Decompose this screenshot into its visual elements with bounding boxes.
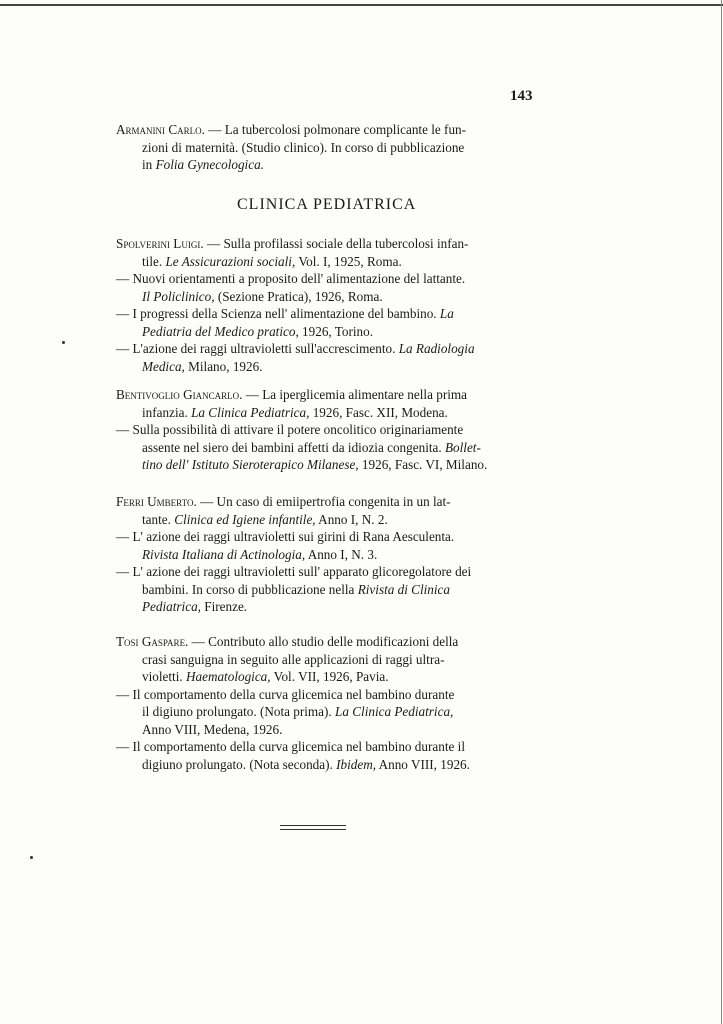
citation-text: Firenze. xyxy=(200,599,248,614)
publication-title: Il Policlinico, xyxy=(142,288,215,304)
citation-text: in xyxy=(142,157,156,172)
citation-text: tante. xyxy=(142,511,175,527)
section-title: CLINICA PEDIATRICA xyxy=(237,196,417,213)
citation-text: il digiuno prolungato. (Nota prima). xyxy=(142,704,336,719)
top-border xyxy=(0,4,723,6)
publication-title: Rivista di Clinica xyxy=(357,581,451,597)
text-line xyxy=(116,651,548,669)
dash: — xyxy=(116,686,133,702)
author-name: Tosi Gaspare. xyxy=(116,634,189,649)
citation-text: Un caso di emiipertrofia congenita in un lat- xyxy=(216,494,451,509)
publication-title: Haematologica, xyxy=(185,669,271,684)
dash: — xyxy=(116,271,133,286)
text-line xyxy=(116,633,548,651)
page-number: 143 xyxy=(510,88,533,104)
text-line xyxy=(116,340,548,358)
text-line xyxy=(116,323,548,341)
text-line xyxy=(116,528,548,546)
publication-title: Le Assicurazioni sociali, xyxy=(165,253,296,269)
publication-title: La Clinica Pediatrica, xyxy=(191,404,310,420)
citation-text: Milano, 1926. xyxy=(184,358,263,374)
publication-title: Clinica ed Igiene infantile, xyxy=(174,511,316,527)
publication-title: Pediatrica, xyxy=(142,599,201,614)
citation-text: L' azione dei raggi ultravioletti sui girini di Rana Aesculenta. xyxy=(132,529,455,544)
citation-text: Anno VIII, 1926. xyxy=(376,756,470,772)
author-name: Spolverini Luigi. xyxy=(116,236,204,251)
citation-text: zioni di maternità. (Studio clinico). In corso di pubblicazione xyxy=(142,139,465,155)
citation-text: 1926, Fasc. XII, Modena. xyxy=(309,404,448,420)
citation-text: La iperglicemia alimentare nella prima xyxy=(262,387,467,402)
text-line xyxy=(116,270,548,288)
citation-text: crasi sanguigna in seguito alle applicazioni di raggi ultra- xyxy=(142,651,445,667)
citation-text: violetti. xyxy=(142,669,186,684)
citation-text: I progressi della Scienza nell' alimentazione del bambino. xyxy=(132,306,440,321)
citation-text: (Sezione Pratica), 1926, Roma. xyxy=(214,288,383,304)
bibliography-entry xyxy=(116,633,548,773)
dash: — xyxy=(116,739,133,754)
dash: — xyxy=(196,494,217,509)
citation-text: digiuno prolungato. (Nota seconda). xyxy=(142,756,337,772)
dash: — xyxy=(116,306,133,321)
text-line xyxy=(116,546,548,564)
text-line xyxy=(116,668,548,686)
text-line xyxy=(116,686,548,704)
citation-text: La tubercolosi polmonare complicante le fun- xyxy=(224,122,467,137)
text-line xyxy=(116,456,548,474)
citation-text: 1926, Fasc. VI, Milano. xyxy=(358,457,488,472)
publication-title: La xyxy=(439,306,454,321)
dash: — xyxy=(242,387,263,402)
citation-text: 1926, Torino. xyxy=(298,323,374,339)
text-line xyxy=(116,253,548,271)
bibliography-entry xyxy=(116,493,548,616)
citation-text: Vol. I, 1925, Roma. xyxy=(295,253,402,269)
dash: — xyxy=(116,341,133,356)
publication-title: La Radiologia xyxy=(398,341,475,356)
citation-text: Il comportamento della curva glicemica nel bambino durante il xyxy=(132,739,465,754)
text-line xyxy=(116,139,548,157)
citation-text: L'azione dei raggi ultravioletti sull'accrescimento. xyxy=(132,341,399,356)
text-line xyxy=(116,358,548,376)
text-line xyxy=(116,386,548,404)
citation-text: Sulla possibilità di attivare il potere oncolitico originariamente xyxy=(132,422,464,437)
dash: — xyxy=(116,422,133,437)
preamble-entry xyxy=(116,121,548,174)
dash: — xyxy=(116,529,133,544)
text-line xyxy=(116,563,548,581)
text-line xyxy=(116,598,548,616)
dash: — xyxy=(116,564,133,579)
citation-text: Sulla profilassi sociale della tubercolosi infan- xyxy=(223,236,469,251)
closing-rule xyxy=(280,829,346,830)
citation-text: infanzia. xyxy=(142,404,192,420)
publication-title: Rivista Italiana di Actinologia, xyxy=(142,546,306,562)
publication-title: Bollet- xyxy=(444,439,481,455)
text-line xyxy=(116,511,548,529)
citation-text: Il comportamento della curva glicemica nel bambino durante xyxy=(132,686,455,702)
citation-text: Anno VIII, Medena, 1926. xyxy=(142,721,283,737)
text-line xyxy=(116,738,548,756)
citation-text: Anno I, N. 3. xyxy=(305,546,378,562)
citation-text: Nuovi orientamenti a proposito dell' alimentazione del lattante. xyxy=(132,271,466,286)
citation-text: tile. xyxy=(142,253,166,269)
author-name: Bentivoglio Giancarlo. xyxy=(116,387,243,402)
publication-title: Ibidem, xyxy=(336,756,377,772)
text-line xyxy=(116,756,548,774)
citation-text: Anno I, N. 2. xyxy=(315,511,388,527)
publication-title: Medica, xyxy=(142,358,185,374)
text-line xyxy=(116,721,548,739)
margin-mark xyxy=(62,341,65,344)
margin-mark xyxy=(30,856,33,859)
text-line xyxy=(116,288,548,306)
author-name: Ferri Umberto. xyxy=(116,494,197,509)
citation-text: L' azione dei raggi ultravioletti sull' apparato glicoregolatore dei xyxy=(132,564,472,579)
citation-text: Vol. VII, 1926, Pavia. xyxy=(270,669,389,684)
bibliography-entry xyxy=(116,235,548,375)
citation-text: assente nel siero dei bambini affetti da idiozia congenita. xyxy=(142,439,445,455)
dash: — xyxy=(203,236,224,251)
text-line xyxy=(116,581,548,599)
text-line xyxy=(116,703,548,721)
text-line xyxy=(116,493,548,511)
right-border xyxy=(721,0,722,1024)
dash: — xyxy=(188,634,209,649)
text-line xyxy=(116,235,548,253)
text-line xyxy=(116,156,548,174)
publication-title: tino dell' Istituto Sieroterapico Milanese, xyxy=(142,457,359,472)
bibliography-entry xyxy=(116,386,548,474)
text-line xyxy=(116,439,548,457)
publication-title: La Clinica Pediatrica, xyxy=(335,704,454,719)
dash: — xyxy=(204,122,225,137)
text-line xyxy=(116,121,548,139)
text-line xyxy=(116,305,548,323)
text-line xyxy=(116,404,548,422)
citation-text: bambini. In corso di pubblicazione nella xyxy=(142,581,358,597)
citation-text: Contributo allo studio delle modificazioni della xyxy=(208,634,459,649)
text-line xyxy=(116,421,548,439)
publication-title: Pediatria del Medico pratico, xyxy=(142,323,299,339)
publication-title: Folia Gynecologica. xyxy=(155,157,264,172)
closing-rule xyxy=(280,825,346,826)
author-name: Armanini Carlo. xyxy=(116,122,205,137)
